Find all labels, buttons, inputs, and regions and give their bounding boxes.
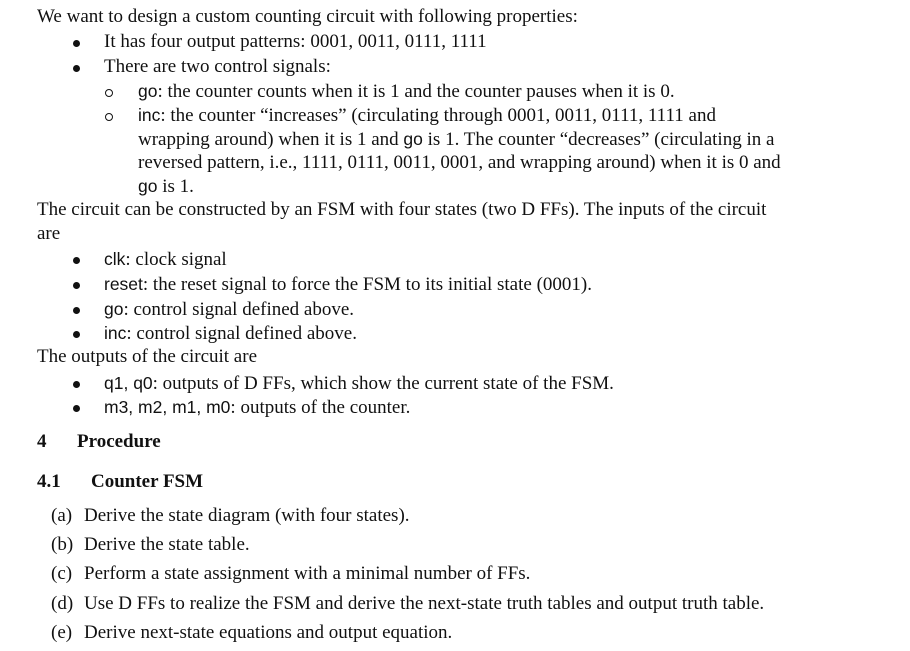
bullet-marker — [73, 257, 80, 264]
item-label: (b) — [51, 534, 74, 555]
procedure-item: Use D FFs to realize the FSM and derive the next-state truth tables and output truth table. — [84, 593, 765, 614]
signal-desc: : control signal defined above. — [126, 323, 357, 344]
bullet-marker — [73, 331, 80, 338]
bullet-marker — [73, 40, 80, 47]
signal-desc: : outputs of D FFs, which show the current state of the FSM. — [152, 373, 614, 394]
signal-name: reset — [104, 274, 143, 294]
bullet-marker — [73, 282, 80, 289]
item-label: (c) — [51, 563, 73, 584]
input-item — [104, 298, 354, 321]
bullet-marker — [73, 381, 80, 388]
signal-desc: : the reset signal to force the FSM to its initial state (0001). — [142, 274, 592, 295]
signal-desc: : the counter counts when it is 1 and the counter pauses when it is 0. — [157, 81, 675, 102]
signal-name: go — [138, 176, 158, 196]
inc-description-line2 — [138, 128, 774, 151]
signal-name: go — [138, 81, 158, 101]
procedure-item: Derive next-state equations and output equation. — [84, 622, 453, 643]
signal-name: clk — [104, 249, 126, 269]
output-item — [104, 372, 614, 395]
signal-name: go — [403, 129, 423, 149]
signal-desc: : clock signal — [125, 249, 227, 270]
text-run: is 1. — [157, 176, 194, 197]
go-description — [138, 80, 675, 103]
signal-name: inc — [104, 323, 127, 343]
item-label: (a) — [51, 505, 73, 526]
signal-desc: : the counter “increases” (circulating through 0001, 0011, 0111, 1111 and — [160, 105, 716, 126]
procedure-item: Perform a state assignment with a minimal number of FFs. — [84, 563, 531, 584]
text-run: is 1. The counter “decreases” (circulating in a — [422, 129, 775, 150]
text-run: wrapping around) when it is 1 and — [138, 129, 404, 150]
fsm-paragraph-line2: are — [37, 223, 61, 244]
signal-desc: : control signal defined above. — [123, 299, 355, 320]
sub-bullet-marker — [105, 113, 113, 121]
signal-name: m3, m2, m1, m0 — [104, 397, 231, 417]
property-outputs: It has four output patterns: 0001, 0011, 0111, 1111 — [104, 31, 487, 52]
section-title: Procedure — [77, 431, 161, 452]
output-item — [104, 396, 410, 419]
subsection-number: 4.1 — [37, 471, 61, 492]
signal-name: inc — [138, 105, 161, 125]
inc-description-line3: reversed pattern, i.e., 1111, 0111, 0011, 0001, and wrapping around) when it is 0 and — [138, 152, 781, 173]
input-item — [104, 273, 592, 296]
input-item — [104, 322, 357, 345]
bullet-marker — [73, 405, 80, 412]
procedure-item: Derive the state table. — [84, 534, 250, 555]
section-number: 4 — [37, 431, 47, 452]
signal-name: go — [104, 299, 124, 319]
inc-description-line1 — [138, 104, 716, 127]
fsm-paragraph-line1: The circuit can be constructed by an FSM with four states (two D FFs). The inputs of the circuit — [37, 199, 767, 220]
bullet-marker — [73, 307, 80, 314]
sub-bullet-marker — [105, 89, 113, 97]
input-item — [104, 248, 227, 271]
property-controls: There are two control signals: — [104, 56, 331, 77]
inc-description-line4 — [138, 175, 194, 198]
intro-paragraph: We want to design a custom counting circuit with following properties: — [37, 6, 578, 27]
subsection-title: Counter FSM — [91, 471, 204, 492]
signal-name: q1, q0 — [104, 373, 153, 393]
bullet-marker — [73, 65, 80, 72]
procedure-item: Derive the state diagram (with four states). — [84, 505, 410, 526]
item-label: (e) — [51, 622, 73, 643]
outputs-intro: The outputs of the circuit are — [37, 346, 258, 367]
item-label: (d) — [51, 593, 74, 614]
signal-desc: : outputs of the counter. — [230, 397, 411, 418]
